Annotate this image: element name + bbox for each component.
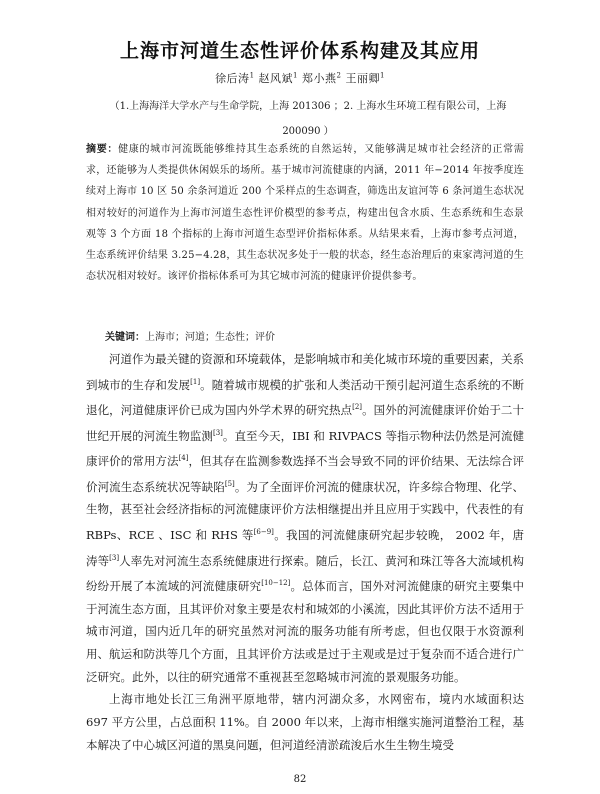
citation-ref: [5] [224,479,235,488]
author-list [0,70,600,86]
paragraph-text: 。我国的河流健康研究起步较晚， 2002 年，唐涛等 [86,527,525,568]
citation-ref: [1] [190,377,201,386]
affiliations [78,94,538,144]
author-affil-mark: 1 [379,71,385,80]
citation-ref: [4] [178,454,189,463]
abstract-text: 健康的城市河流既能够维持其生态系统的自然运转，又能够满足城市社会经济的正常需求，还能够为人类提供休闲娱乐的场所。基于城市河流健康的内涵，2011 年−2014 年按季度连续对上海市 10 区 50 余条河道近 200 个采样点的生态调查，筛选出友谊河等 6 条河道生态状况相对较好的河道作为上海市河道生态性评价模型的参考点，构建出包含水质、生态系统和生态景观等 3 个方面 18 个指标的上海市河道生态型评价指标体系。从结果来看，上海市参考点河道，生态系统评价结果 3.25−4.28，其生态状况多处于一般的状态，经生态治理后的束家湾河道的生态状况相对较好。该评价指标体系可为其它城市河流的健康评价提供参考。 [86,144,524,283]
citation-ref: [3] [212,428,223,437]
keywords-text: 上海市；河道；生态性；评价 [145,332,275,343]
keywords [105,328,525,343]
body-paragraph: 上海市地处长江三角洲平原地带，辖内河湖众多，水网密布，境内水域面积达 697 平方公里，占总面积 11%。自 2000 年以来，上海市相继实施河道整治工程，基本解决了中心城区河道的黑臭问题，但河道经清淤疏浚后水生生物生境受 [86,692,524,752]
body-text [86,348,524,757]
citation-ref: [3] [109,553,120,562]
paragraph-text: 河道作为最关键的资源和环境载体，是影响城市和美化城市环境的重要因素，关系到城市的生存和发展 [86,352,524,392]
keywords-label: 关键词： [105,332,145,343]
affiliation-line: 200090 ） [282,126,334,137]
author-affil-mark: 1 [249,71,255,80]
paragraph-text: 。总体而言，国外对河流健康的研究主要集中于河流生态方面，且其评价对象主要是农村和城郊的小溪流，因此其评价方法不适用于城市河道，国内近几年的研究虽然对河流的服务功能有所考虑，但也仅限于水资源利用、航运和防洪等几个方面，且其评价方法或是过于主观或是过于复杂而不适合进行广泛研究。此外，以往的研究通常不重视甚至忽略城市河流的景观服务功能。 [86,578,524,684]
page-number: 82 [293,774,307,785]
paragraph-text: ，但其存在监测参数选择不当会导致不同的评价结果、无法综合评价河流生态系统状况等缺陷 [86,454,525,494]
paragraph-text: 。为了全面评价河流的健康状况，许多综合物理、化学、生物，甚至社会经济指标的河流健康评价方法相继提出并且应用于实践中，代表性的有 RBPs、RCE 、ISC 和 RHS 等 [86,479,525,542]
paragraph-text: 。直至今天，IBI 和 RIVPACS 等指示物种法仍然是河流健康评价的常用方法 [86,428,524,469]
paragraph-text: 。国外的河流健康评价始于二十世纪开展的河流生物监测 [86,403,525,443]
author-name: 郑小燕 [302,72,337,85]
author-affil-mark: 1 [293,71,298,80]
abstract [86,139,524,287]
author-name: 徐后涛 [215,72,250,85]
abstract-label: 摘要： [86,144,119,155]
body-paragraph [86,348,524,688]
author-name: 王丽卿 [345,72,380,85]
paragraph-text: 。随着城市规模的扩张和人类活动干预引起河道生态系统的不断退化，河道健康评价已成为国内外学术界的研究热点 [86,377,525,418]
author-affil-mark: 2 [336,71,342,80]
paper-title: 上海市河道生态性评价体系构建及其应用 [119,40,480,62]
citation-ref: [2] [352,403,363,412]
citation-ref: [6−9] [253,528,274,537]
paragraph-text: 人率先对河流生态系统健康进行探索。随后，长江、黄河和珠江等各大流域机构纷纷开展了本流域的河流健康研究 [86,553,524,593]
author-name: 赵风斌 [258,72,294,85]
affiliation-line: （1.上海海洋大学水产与生命学院，上海 201306 ；2. 上海水生环境工程有限公司，上海 [109,101,507,112]
citation-ref: [10−12] [261,579,291,588]
